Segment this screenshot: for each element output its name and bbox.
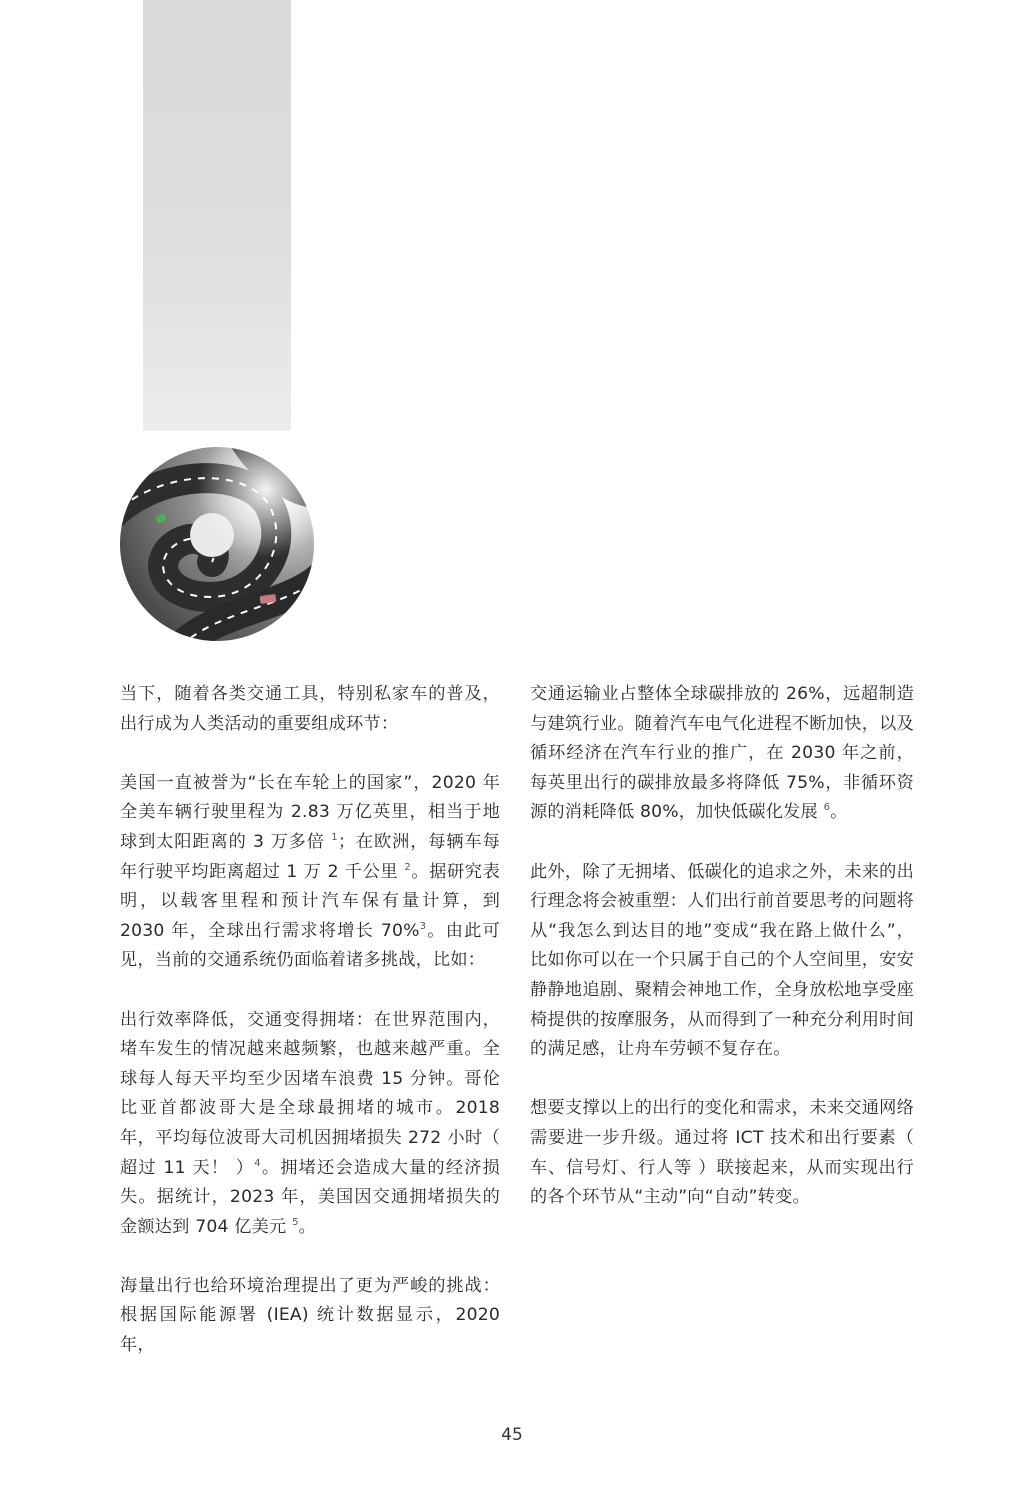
decorative-gray-bar (143, 0, 291, 431)
paragraph-carbon: 交通运输业占整体全球碳排放的 26%，远超制造与建筑行业。随着汽车电气化进程不断加快，以及循环经济在汽车行业的推广，在 2030 年之前，每英里出行的碳排放最多将降低 75%，非循环资源的消耗降低 80%，加快低碳化发展 $^6$。 (530, 684, 914, 823)
left-text-column (120, 680, 500, 1390)
right-text-column (530, 680, 914, 1242)
paragraph-travel-demand: 美国一直被誉为“长在车轮上的国家”，2020 年全美车辆行驶里程为 2.83 万亿英里，相当于地球到太阳距离的 3 万多倍 $^1$；在欧洲，每辆车每年行驶平均距离超过 1 万 2 千公里 $^2$。据研究表明，以载客里程和预计汽车保有量计算，到 2030 年，全球出行需求将增长 70%$^3$。由此可见，当前的交通系统仍面临着诸多挑战，比如： (120, 772, 500, 971)
footnote-ref: 1 (331, 831, 338, 843)
footnote-ref: 6 (823, 802, 831, 814)
footnote-ref: 5 (292, 1216, 299, 1228)
road-interchange-image (120, 447, 314, 641)
paragraph-network-upgrade: 想要支撑以上的出行的变化和需求，未来交通网络需要进一步升级。通过将 ICT 技术和出行要素（ 车、信号灯、行人等 ）联接起来，从而实现出行的各个环节从“主动”向“自动”转变。 (530, 1098, 914, 1208)
page-number: 45 (501, 1425, 523, 1445)
paragraph-intro: 当下，随着各类交通工具，特别私家车的普及，出行成为人类活动的重要组成环节： (120, 684, 500, 734)
footnote-ref: 4 (254, 1157, 261, 1169)
paragraph-environment: 海量出行也给环境治理提出了更为严峻的挑战：根据国际能源署 (IEA) 统计数据显示，2020 年， (120, 1275, 500, 1356)
paragraph-future-mobility: 此外，除了无拥堵、低碳化的追求之外，未来的出行理念将会被重塑：人们出行前首要思考的问题将从“我怎么到达目的地”变成“我在路上做什么”，比如你可以在一个只属于自己的个人空间里，安安静静地追剧、聚精会神地工作，全身放松地享受座椅提供的按摩服务，从而得到了一种充分利用时间的满足感，让舟车劳顿不复存在。 (530, 861, 914, 1060)
footnote-ref: 3 (419, 920, 427, 932)
paragraph-congestion: 出行效率降低，交通变得拥堵：在世界范围内，堵车发生的情况越来越频繁，也越来越严重。全球每人每天平均至少因堵车浪费 15 分钟。哥伦比亚首都波哥大是全球最拥堵的城市。2018 年，平均每位波哥大司机因拥堵损失 272 小时（ 超过 11 天！ ）$^4$。拥堵还会造成大量的经济损失。据统计，2023 年，美国因交通拥堵损失的金额达到 704 亿美元 $^5$。 (120, 1009, 500, 1237)
footnote-ref: 2 (404, 861, 411, 873)
